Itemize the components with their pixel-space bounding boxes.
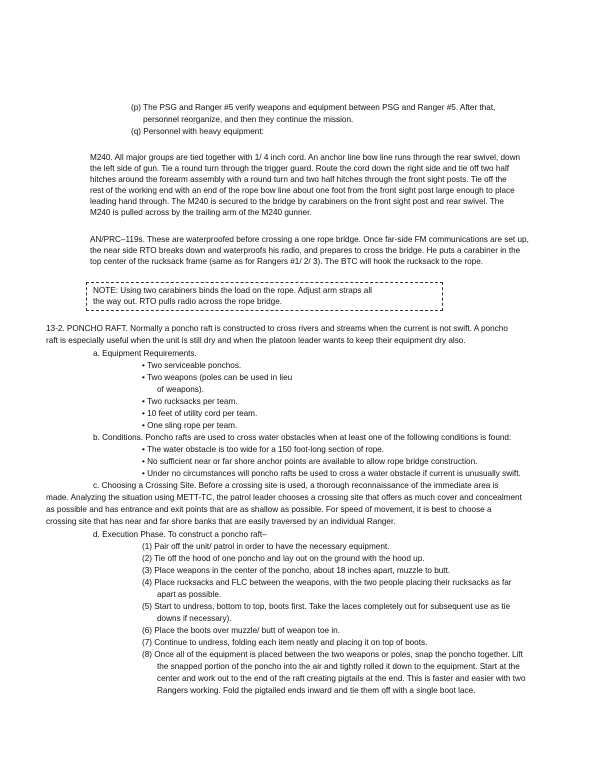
m240-line-3: hitches around the forearm assembly with a round turn and two half hitches through the front sight posts. Tie off the — [90, 175, 507, 184]
execution-step: the snapped portion of the poncho into the air and tightly rolled it down to the equipment. Start at the — [157, 662, 520, 671]
execution-step: (1) Pair off the unit/ patrol in order to have the necessary equipment. — [142, 542, 390, 551]
execution-step: Rangers working. Fold the pigtailed ends inward and tie them off with a single boot lace. — [157, 686, 476, 695]
execution-step: (4) Place rucksacks and FLC between the weapons, with the two people placing their rucksacks as far — [142, 578, 512, 587]
m240-line-2: the left side of gun. Tie a round turn through the trigger guard. Route the cord down the right side and tie off two half — [90, 164, 510, 173]
m240-line-6: M240 is pulled across by the trailing arm of the M240 gunner. — [90, 208, 312, 217]
m240-line-4: rest of the working end with an end of the rope bow line about one foot from the front sight post large enough to place — [90, 186, 515, 195]
m240-line-5: leading hand through. The M240 is secured to the bridge by carabiners on the front sight post and rear swivel. The — [90, 197, 504, 206]
step-p-line-2: personnel reorganize, and then they continue the mission. — [143, 115, 354, 124]
execution-heading: d. Execution Phase. To construct a poncho raft– — [93, 530, 267, 539]
conditions-heading: b. Conditions. Poncho rafts are used to cross water obstacles when at least one of the following conditions is found: — [93, 433, 512, 442]
note-line-2: the way out. RTO pulls radio across the rope bridge. — [93, 297, 283, 306]
execution-step: (7) Continue to undress, folding each item neatly and placing it on top of boots. — [142, 638, 428, 647]
execution-step: (8) Once all of the equipment is placed between the two weapons or poles, snap the poncho together. Lift — [142, 650, 523, 659]
step-q: (q) Personnel with heavy equipment: — [131, 127, 264, 136]
execution-step: downs if necessary). — [157, 614, 232, 623]
execution-step: (3) Place weapons in the center of the poncho, about 18 inches apart, muzzle to butt. — [142, 566, 451, 575]
section-heading-line-2: raft is especially useful when the unit is still dry and when the platoon leader wants to keep their equipment dry also. — [46, 336, 466, 345]
section-heading-line-1: 13-2. PONCHO RAFT. Normally a poncho raft is constructed to cross rivers and streams when the current is not swift. A poncho — [46, 324, 508, 333]
equipment-item: of weapons). — [157, 385, 204, 394]
anprc-line-3: top center of the rucksack frame (same as for Rangers #1/ 2/ 3). The BTC will hook the rucksack to the rope. — [90, 257, 484, 266]
condition-item: • Under no circumstances will poncho rafts be used to cross a water obstacle if current is unusually swift. — [142, 469, 521, 478]
equipment-item: • Two serviceable ponchos. — [142, 361, 242, 370]
equipment-item: • Two weapons (poles can be used in lieu — [142, 373, 293, 382]
execution-step: (6) Place the boots over muzzle/ butt of weapon toe in. — [142, 626, 340, 635]
crossing-line-4: crossing site that has near and far shore banks that are easily traversed by an individual Ranger. — [46, 517, 396, 526]
equipment-item: • 10 feet of utility cord per team. — [142, 409, 258, 418]
execution-step: (5) Start to undress, bottom to top, boots first. Take the laces completely out for subsequent use as tie — [142, 602, 511, 611]
step-p-line-1: (p) The PSG and Ranger #5 verify weapons and equipment between PSG and Ranger #5. After that, — [131, 103, 496, 112]
note-line-1: NOTE: Using two carabiners binds the load on the rope. Adjust arm straps all — [93, 286, 372, 295]
equipment-item: • One sling rope per team. — [142, 421, 238, 430]
note-box — [86, 282, 443, 311]
crossing-line-3: as possible and has entrance and exit points that are as shallow as possible. For speed of movement, it is best to choose a — [46, 505, 492, 514]
anprc-line-1: AN/PRC–119s. These are waterproofed before crossing a one rope bridge. Once far-side FM communications are set up, — [90, 235, 529, 244]
crossing-line-1: c. Choosing a Crossing Site. Before a crossing site is used, a thorough reconnaissance of the immediate area is — [93, 481, 499, 490]
equipment-item: • Two rucksacks per team. — [142, 397, 238, 406]
equipment-heading: a. Equipment Requirements. — [93, 349, 197, 358]
execution-step: center and work out to the end of the raft creating pigtails at the end. This is faster and easier with two — [157, 674, 526, 683]
condition-item: • The water obstacle is too wide for a 150 foot-long section of rope. — [142, 445, 385, 454]
execution-step: apart as possible. — [157, 590, 222, 599]
m240-line-1: M240. All major groups are tied together with 1/ 4 inch cord. An anchor line bow line runs through the rear swivel, down — [90, 153, 521, 162]
crossing-line-2: made. Analyzing the situation using METT-TC, the patrol leader chooses a crossing site that offers as much cover and concealment — [46, 493, 522, 502]
execution-step: (2) Tie off the hood of one poncho and lay out on the ground with the hood up. — [142, 554, 425, 563]
anprc-line-2: the near side RTO breaks down and waterproofs his radio, and prepares to cross the bridge. He puts a carabiner in the — [90, 246, 521, 255]
condition-item: • No sufficient near or far shore anchor points are available to allow rope bridge construction. — [142, 457, 478, 466]
